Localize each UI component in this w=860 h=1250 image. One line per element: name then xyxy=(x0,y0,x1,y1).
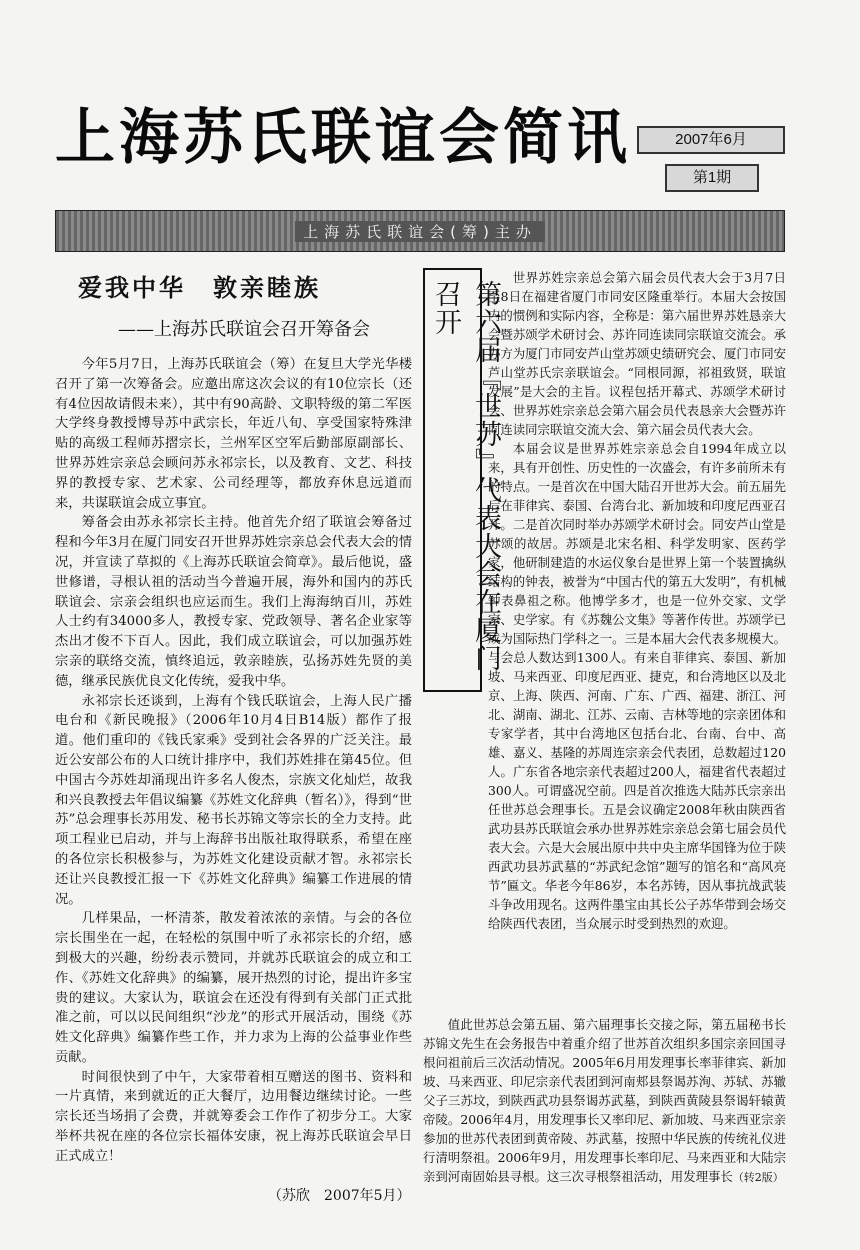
issue-box xyxy=(637,126,785,202)
vertical-article-title: 第六届『世苏』代表大会在厦门召开 xyxy=(430,280,501,672)
article-paragraph: 本届会议是世界苏姓宗亲总会自1994年成立以来，具有开创性、历史性的一次盛会，有许多前所未有的特点。一是首次在中国大陆召开世苏大会。前五届先后在菲律宾、泰国、台湾台北、新加坡和印度尼西亚召开。二是首次同时举办苏颂学术研讨会。同安芦山堂是苏颂的故居。苏颂是北宋名相、科学发明家、医药学家，他研制建造的水运仪象台是世界上第一个装置擒纵结构的钟表，被誉为“中国古代的第五大发明”，有机械钟表鼻祖之称。他博学多才，也是一位外交家、文学家、史学家。有《苏魏公文集》等著作传世。苏颂学已成为国际热门学科之一。三是本届大会代表多规模大。与会总人数达到1300人。有来自菲律宾、泰国、新加坡、马来西亚、印度尼西亚、捷克，和台湾地区以及北京、上海、陕西、河南、广东、广西、福建、浙江、河北、湖南、湖北、江苏、云南、吉林等地的宗亲团体和专家学者，其中台湾地区包括台北、台南、台中、高雄、嘉义、基隆的苏周连宗亲会代表团，总数超过120人。广东省各地宗亲代表超过200人，福建省代表超过300人。可谓盛况空前。四是首次推选大陆苏氏宗亲出任世苏总会理事长。五是会议确定2008年秋由陕西省武功县苏氏联谊会承办世界苏姓宗亲总会第七届会员代表大会。六是大会展出原中共中央主席华国锋为位于陕西武功县苏武墓的“苏武纪念馆”题写的馆名和“高风亮节”匾文。华老今年86岁，本名苏铸，因从事抗战武装斗争改用现名。这两件墨宝由其长公子苏华带到会场交给陕西代表团，当众展示时受到热烈的欢迎。 xyxy=(488,441,786,931)
continued-note: （转2版） xyxy=(732,1171,784,1184)
masthead-title: 上海苏氏联谊会简讯 xyxy=(55,103,631,173)
article-paragraph: 几样果品，一杯清茶，散发着浓浓的亲情。与会的各位宗长围坐在一起，在轻松的氛围中听了永祁宗长的介绍，感到极大的兴趣，纷纷表示赞同，并就苏氏联谊会的成立和工作、《苏姓文化辞典》的编纂，展开热烈的讨论，提出许多宝贵的建议。大家认为，联谊会在还没有得到有关部门正式批准之前，可以以民间组织“沙龙”的形式开展活动，围绕《苏姓文化辞典》编纂作些工作，并力求为上海的公益事业作些贡献。 xyxy=(55,911,412,1065)
article-paragraph: 世界苏姓宗亲总会第六届会员代表大会于3月7日至8日在福建省厦门市同安区隆重举行。本届大会按国内的惯例和实际内容，全称是：第六届世界苏姓恳亲大会暨苏颂学术研讨会、苏许同连读同宗联谊交流会。承办方为厦门市同安芦山堂苏颂史绩研究会、厦门市同安芦山堂苏氏宗亲联谊会。“同根同源，祁祖致贤，联谊发展”是大会的主旨。议程包括开幕式、苏颂学术研讨会、世界苏姓宗亲总会第六届会员代表恳亲大会暨苏许同连读同宗联谊交流大会、第六届会员代表大会。 xyxy=(488,270,786,437)
article-subheadline: ——上海苏氏联谊会召开筹备会 xyxy=(118,319,370,340)
issue-number: 第1期 xyxy=(665,164,759,192)
article-headline: 爱我中华 敦亲睦族 xyxy=(78,274,321,302)
article-paragraph: 永祁宗长还谈到，上海有个钱氏联谊会，上海人民广播电台和《新民晚报》（2006年10月4日B14版）都作了报道。他们重印的《钱氏家乘》受到社会各界的广泛关注。最近公安部公布的人口统计排序中，我们苏姓排在第45位。但中国古今苏姓却涌现出许多名人俊杰，宗族文化灿烂，故我和兴良教授去年倡议编纂《苏姓文化辞典（暂名）》，得到“世苏”总会理事长苏用发、秘书长苏锦文等宗长的全力支持。此项工程业已启动，并与上海辞书出版社取得联系，希望在座的各位宗长积极参与，为苏姓文化建设贡献才智。永祁宗长还让兴良教授汇报一下《苏姓文化辞典》编纂工作进展的情况。 xyxy=(55,693,412,907)
article-body-bottom xyxy=(423,1015,786,1187)
article-body-left xyxy=(55,355,412,1167)
sponsor-text: 上海苏氏联谊会(筹)主办 xyxy=(295,221,545,242)
article-body-right xyxy=(488,268,786,933)
article-byline: （苏欣 2007年5月） xyxy=(268,1188,411,1204)
article-paragraph: 时间很快到了中午，大家带着相互赠送的图书、资料和一片真情，来到就近的正大餐厅，边用餐边继续讨论。一些宗长还当场捐了会费，并就筹委会工作作了初步分工。大家举杯共祝在座的各位宗长福体安康，祝上海苏氏联谊会早日正式成立！ xyxy=(55,1069,412,1164)
vertical-title-box xyxy=(423,268,501,692)
sponsor-banner xyxy=(55,210,785,252)
article-paragraph-text: 值此世苏总会第五届、第六届理事长交接之际，第五届秘书长苏锦文先生在会务报告中着重介绍了世苏首次组织多国宗亲回国寻根问祖前后三次活动情况。2005年6月用发理事长率菲律宾、新加坡、马来西亚、印尼宗亲代表团到河南郏县祭谒苏洵、苏轼、苏辙父子三苏坟，到陕西武功县祭谒苏武墓，到陕西黄陵县祭谒轩辕黄帝陵。2006年4月，用发理事长又率印尼、新加坡、马来西亚宗亲参加的世苏代表团到黄帝陵、苏武墓，按照中华民族的传统礼仪进行清明祭祖。2006年9月，用发理事长率印尼、马来西亚和大陆宗亲到河南固始县寻根。这三次寻根祭祖活动，用发理事长 xyxy=(423,1017,786,1184)
issue-date: 2007年6月 xyxy=(637,126,785,154)
article-paragraph xyxy=(423,1015,786,1187)
article-paragraph: 今年5月7日，上海苏氏联谊会（筹）在复旦大学光华楼召开了第一次筹备会。应邀出席这次会议的有10位宗长（还有4位因故请假未来），其中有90高龄、文职特级的第二军医大学终身教授博导苏中武宗长，年近八旬、享受国家特殊津贴的高级工程师苏摺宗长，兰州军区空军后勤部原副部长、世界苏姓宗亲总会顾问苏永祁宗长，以及教育、文艺、科技界的教授专家、艺术家、公司经理等，都放弃休息远道而来，共谋联谊会成立事宜。 xyxy=(55,357,412,511)
article-paragraph: 筹备会由苏永祁宗长主持。他首先介绍了联谊会筹备过程和今年3月在厦门同安召开世界苏姓宗亲总会代表大会的情况，并宣读了草拟的《上海苏氏联谊会简章》。最后他说，盛世修谱，寻根认祖的活动当今普遍开展，海外和国内的苏氏联谊会、宗亲会组织也应运而生。我们上海海纳百川，苏姓人士约有34000多人，教授专家、党政领导、著名企业家等杰出才俊不下百人。因此，我们成立联谊会，可以加强苏姓宗亲的联络交流，慎终追远，敦亲睦族，弘扬苏姓先贤的美德，继承民族优良文化传统，爱我中华。 xyxy=(55,515,412,689)
